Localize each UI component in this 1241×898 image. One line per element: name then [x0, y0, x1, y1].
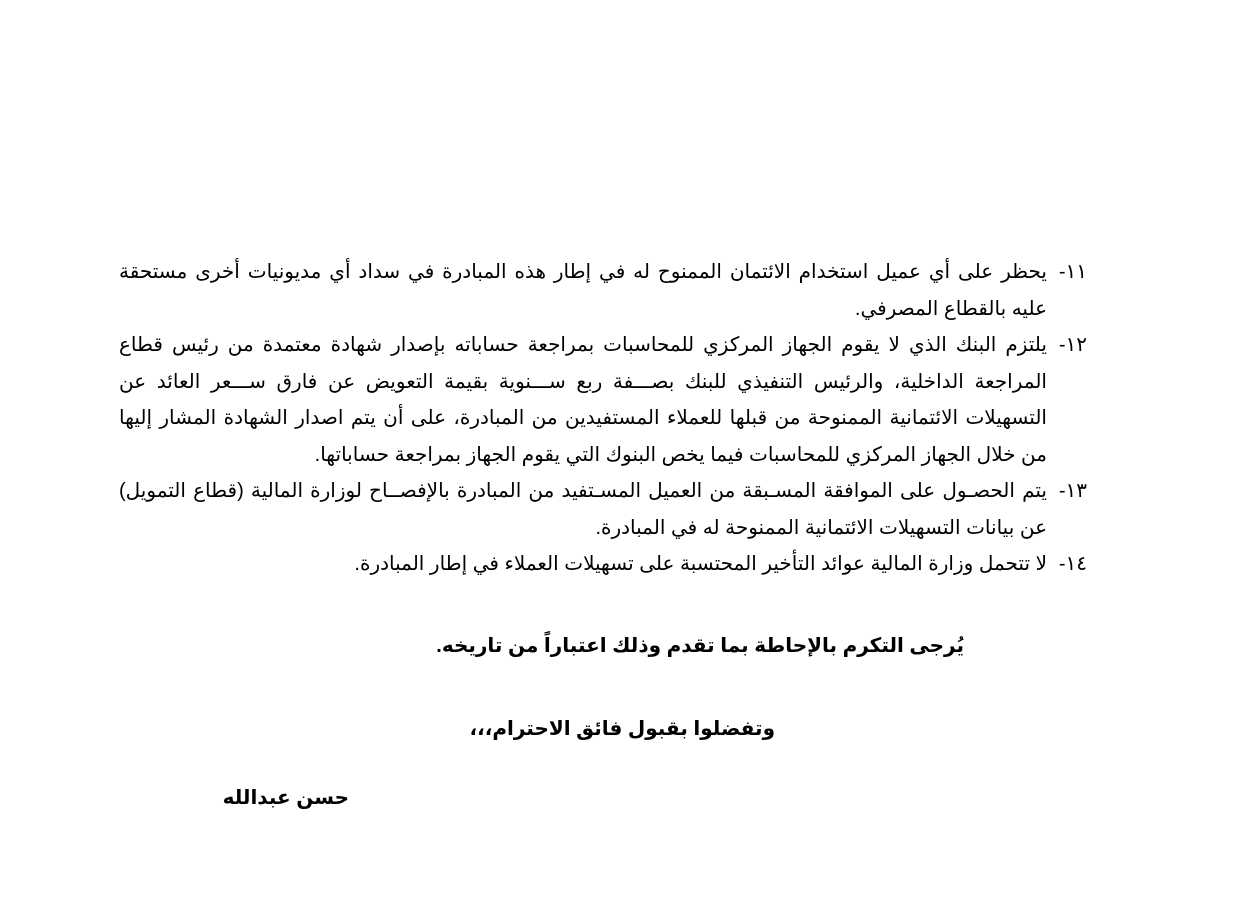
clause-number: ١١- — [1058, 261, 1087, 283]
clause-11 — [119, 254, 1087, 327]
closing-request: يُرجى التكرم بالإحاطة بما تقدم وذلك اعتباراً من تاريخه. — [436, 635, 964, 657]
clause-text: يحظر على أي عميل استخدام الائتمان الممنوح له في إطار هذه المبادرة في سداد أي مديونيات أخرى مستحقة عليه بالقطاع المصرفي. — [119, 261, 1047, 320]
closing-regards: وتفضلوا بقبول فائق الاحترام،،، — [469, 718, 775, 740]
clause-text: يتم الحصـول على الموافقة المسـبقة من العميل المسـتفيد من المبادرة بالإفصــاح لوزارة المالية (قطاع التمويل) عن بيانات التسهيلات الائتمانية الممنوحة له في المبادرة. — [119, 480, 1047, 539]
clause-number: ١٣- — [1058, 480, 1087, 502]
clause-number: ١٤- — [1058, 553, 1087, 575]
clause-text: يلتزم البنك الذي لا يقوم الجهاز المركزي للمحاسبات بمراجعة حساباته بإصدار شهادة معتمدة من رئيس قطاع المراجعة الداخلية، والرئيس التنفيذي للبنك بصـــفة ربع ســـنوية بقيمة التعويض عن فارق ســـعر العائد عن التسهيلات الائتمانية الممنوحة من قبلها للعملاء المستفيدين من المبادرة، على أن يتم اصدار الشهادة المشار إليها من خلال الجهاز المركزي للمحاسبات فيما يخص البنوك التي يقوم الجهاز بمراجعة حساباتها. — [119, 334, 1047, 466]
clause-14 — [119, 546, 1087, 583]
signature-name: حسن عبدالله — [222, 787, 349, 809]
clauses-list — [119, 254, 1087, 583]
clause-13 — [119, 473, 1087, 546]
clause-12 — [119, 327, 1087, 473]
clause-text: لا تتحمل وزارة المالية عوائد التأخير المحتسبة على تسهيلات العملاء في إطار المبادرة. — [354, 553, 1047, 575]
clause-number: ١٢- — [1058, 334, 1087, 356]
